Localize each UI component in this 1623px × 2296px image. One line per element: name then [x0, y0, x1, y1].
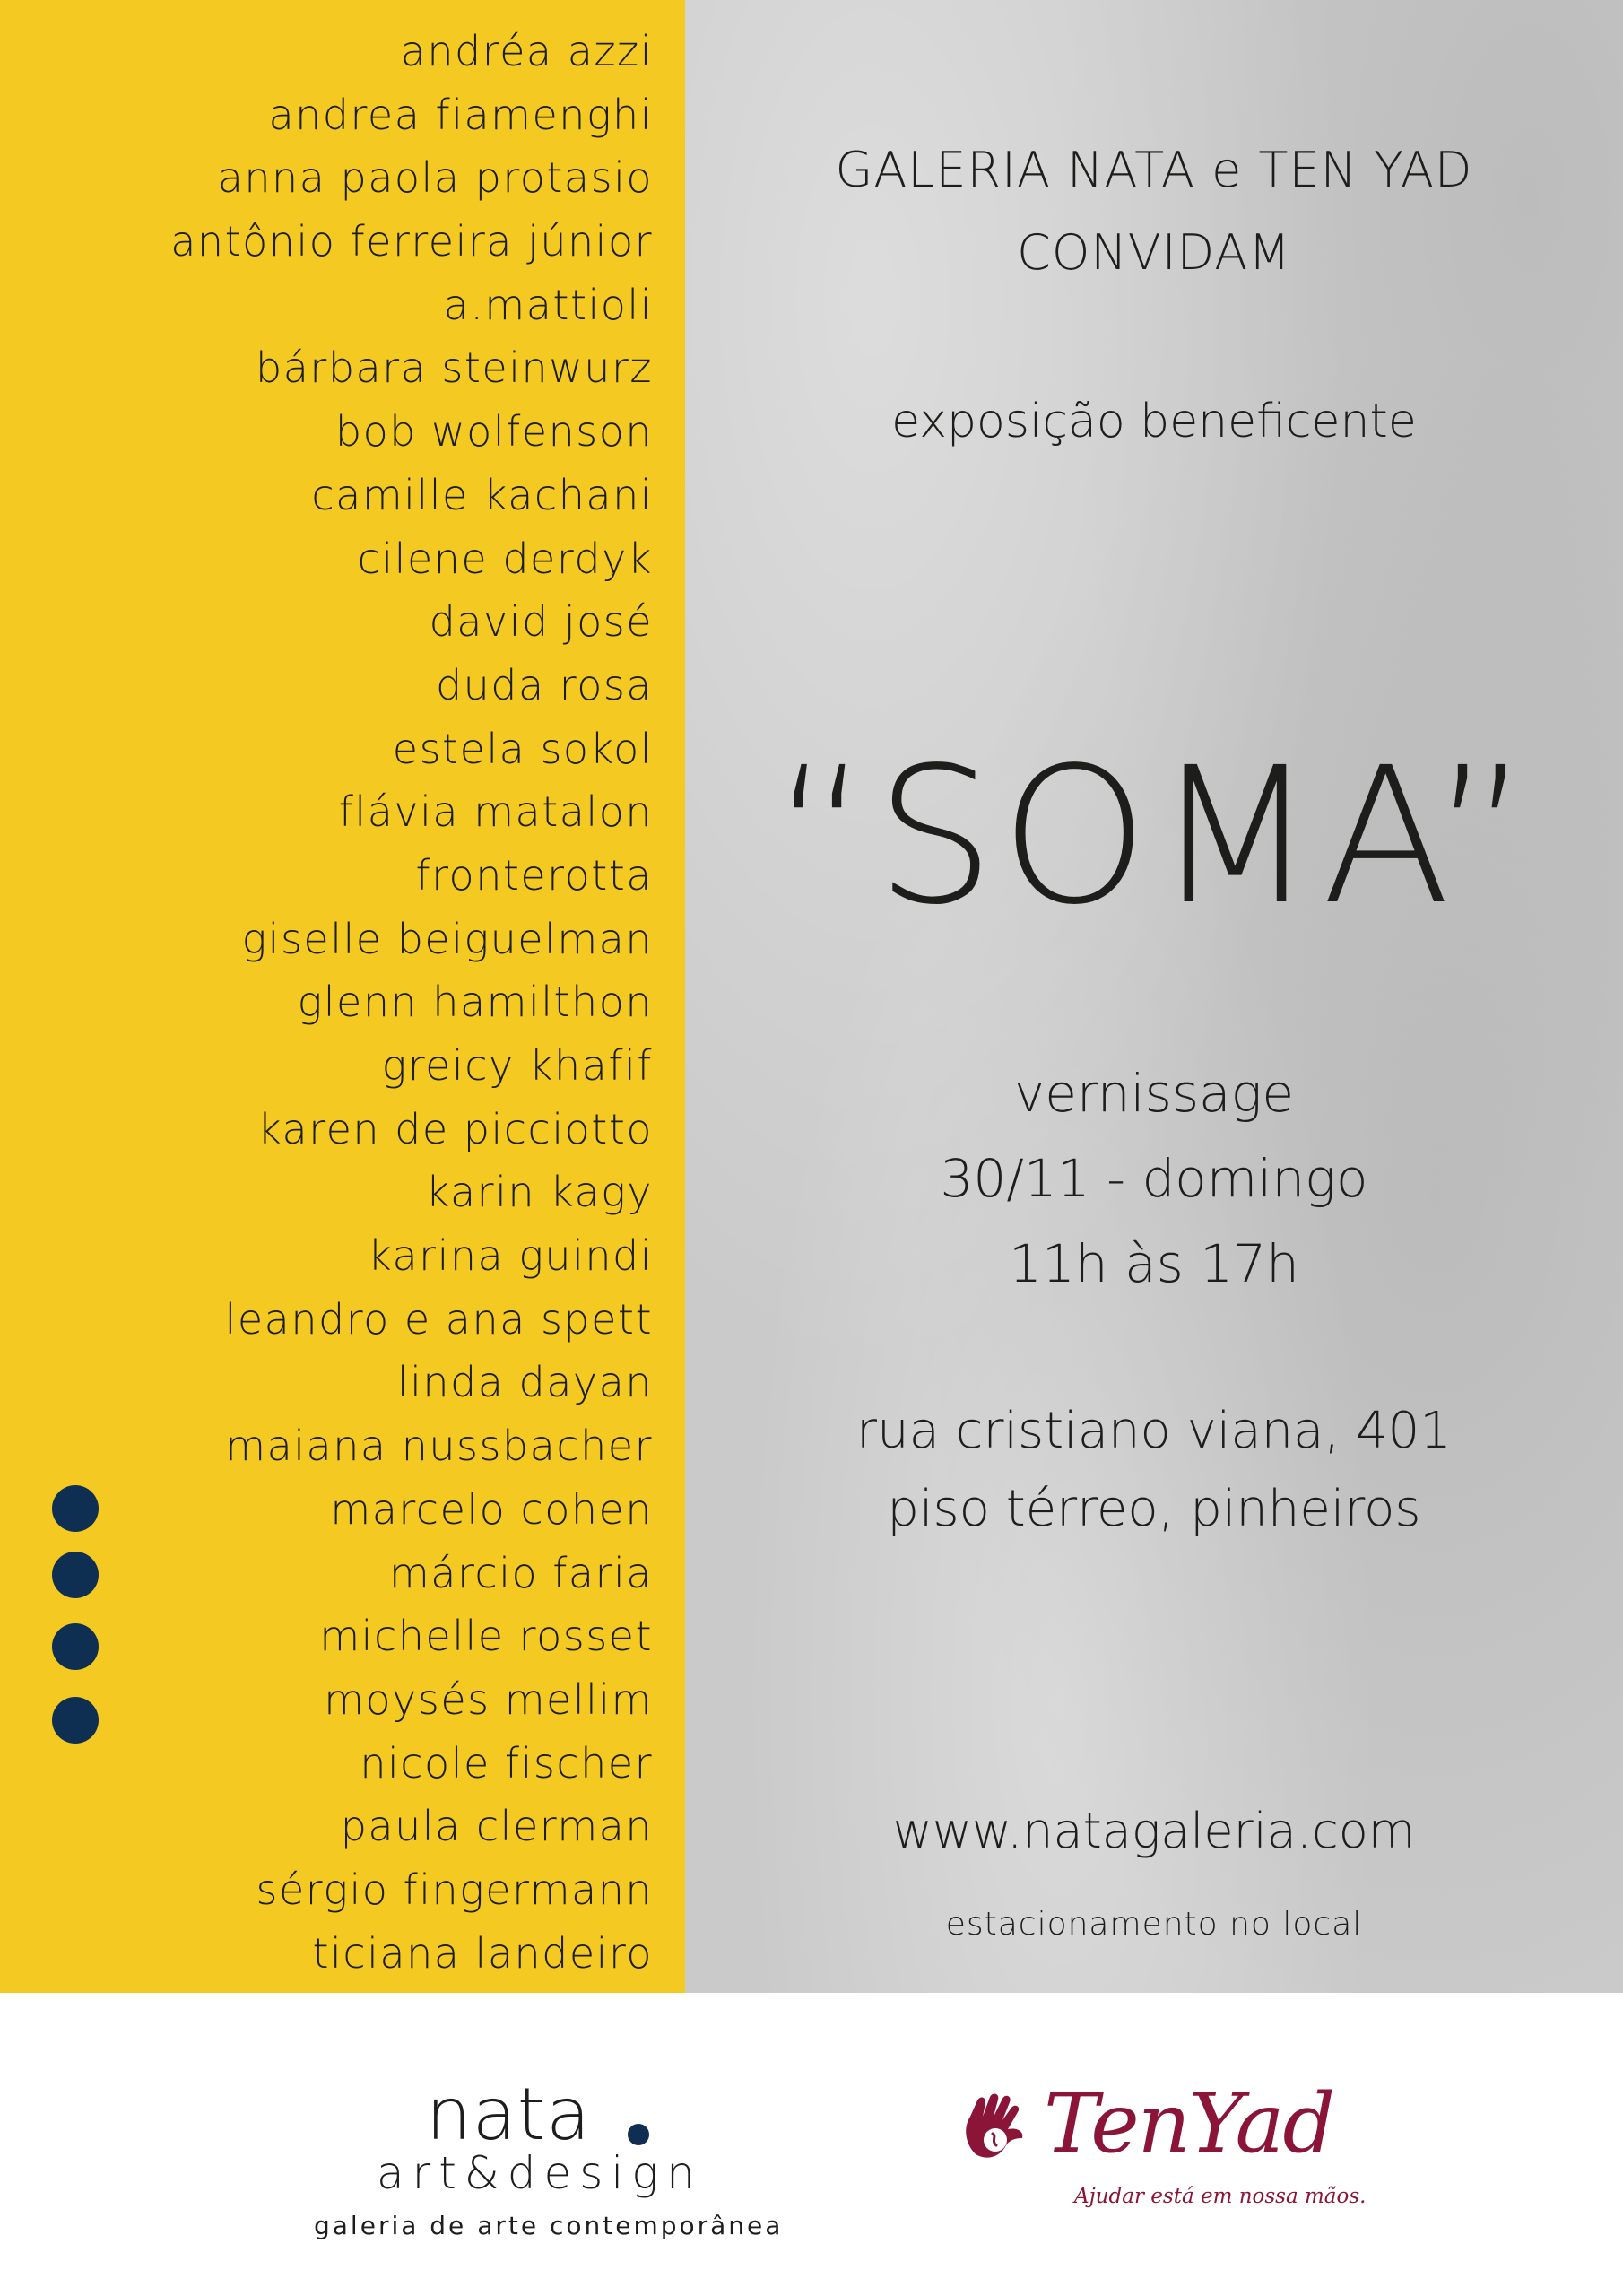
invitation-panel	[685, 0, 1623, 1993]
invite-verb: CONVIDAM	[1017, 224, 1291, 281]
artist-name: camille kachani	[311, 470, 653, 519]
artist-name: linda dayan	[396, 1358, 653, 1407]
artist-name: sérgio fingermann	[256, 1865, 653, 1914]
hand-logo-icon	[958, 2092, 1044, 2169]
artist-name: antônio ferreira júnior	[170, 217, 653, 266]
artist-name: nicole fischer	[360, 1738, 653, 1787]
artist-name: bob wolfenson	[334, 407, 653, 457]
artist-name: estela sokol	[392, 724, 653, 773]
artist-name: andrea fiamenghi	[268, 90, 653, 139]
artist-name: flávia matalon	[338, 787, 653, 837]
artist-name: maiana nussbacher	[225, 1422, 653, 1471]
artist-name: márcio faria	[389, 1548, 653, 1597]
tenyad-logo-word: TenYad	[1044, 2075, 1334, 2171]
artist-name: moysés mellim	[324, 1674, 653, 1724]
decorative-dot	[52, 1623, 99, 1670]
decorative-dot	[52, 1485, 99, 1532]
artist-name: glenn hamilthon	[297, 978, 653, 1027]
artist-name: ticiana landeiro	[312, 1928, 653, 1978]
nata-logo-word: nata	[426, 2073, 592, 2156]
artist-name: a.mattioli	[443, 280, 653, 329]
artists-panel	[0, 0, 685, 1993]
nata-logo	[296, 2073, 784, 2240]
parking-note: estacionamento no local	[945, 1906, 1363, 1943]
artist-name: karin kagy	[425, 1168, 653, 1217]
artist-name: cilene derdyk	[357, 534, 653, 583]
artist-name: giselle beiguelman	[241, 914, 653, 963]
website-link[interactable]: www.natagaleria.com	[892, 1803, 1416, 1859]
artist-name: david josé	[429, 597, 653, 647]
artist-name: leandro e ana spett	[224, 1294, 653, 1344]
artist-name: anna paola protasio	[217, 153, 653, 203]
artist-name: michelle rosset	[319, 1612, 653, 1661]
artist-name: paula clerman	[340, 1802, 653, 1851]
exhibition-title: “SOMA”	[772, 726, 1536, 946]
event-hours: 11h às 17h	[1009, 1233, 1299, 1294]
nata-logo-subword: art&design	[377, 2147, 703, 2199]
address-district: piso térreo, pinheiros	[887, 1480, 1421, 1538]
artist-name: fronterotta	[415, 850, 653, 900]
artist-name: andréa azzi	[400, 27, 653, 75]
decorative-dot	[52, 1697, 99, 1744]
artist-name: duda rosa	[435, 660, 653, 709]
nata-logo-dot-icon	[628, 2124, 649, 2145]
artist-name: karina guindi	[368, 1231, 653, 1281]
address-street: rua cristiano viana, 401	[856, 1402, 1452, 1460]
tenyad-logo	[958, 2075, 1367, 2217]
exhibition-subtitle: exposição beneficente	[891, 395, 1417, 448]
artist-name: marcelo cohen	[330, 1484, 653, 1534]
artist-name: bárbara steinwurz	[256, 344, 653, 393]
vernissage-label: vernissage	[1013, 1063, 1295, 1124]
nata-tagline: galeria de arte contemporânea	[314, 2211, 784, 2240]
artist-name: greicy khafif	[381, 1041, 653, 1090]
hosts-line: GALERIA NATA e TEN YAD	[835, 142, 1473, 198]
tenyad-tagline: Ajudar está em nossa mãos.	[1074, 2185, 1367, 2208]
decorative-dot	[52, 1552, 99, 1598]
artist-name: karen de picciotto	[257, 1104, 653, 1153]
event-date: 30/11 - domingo	[940, 1148, 1368, 1209]
artist-list	[170, 20, 653, 1985]
